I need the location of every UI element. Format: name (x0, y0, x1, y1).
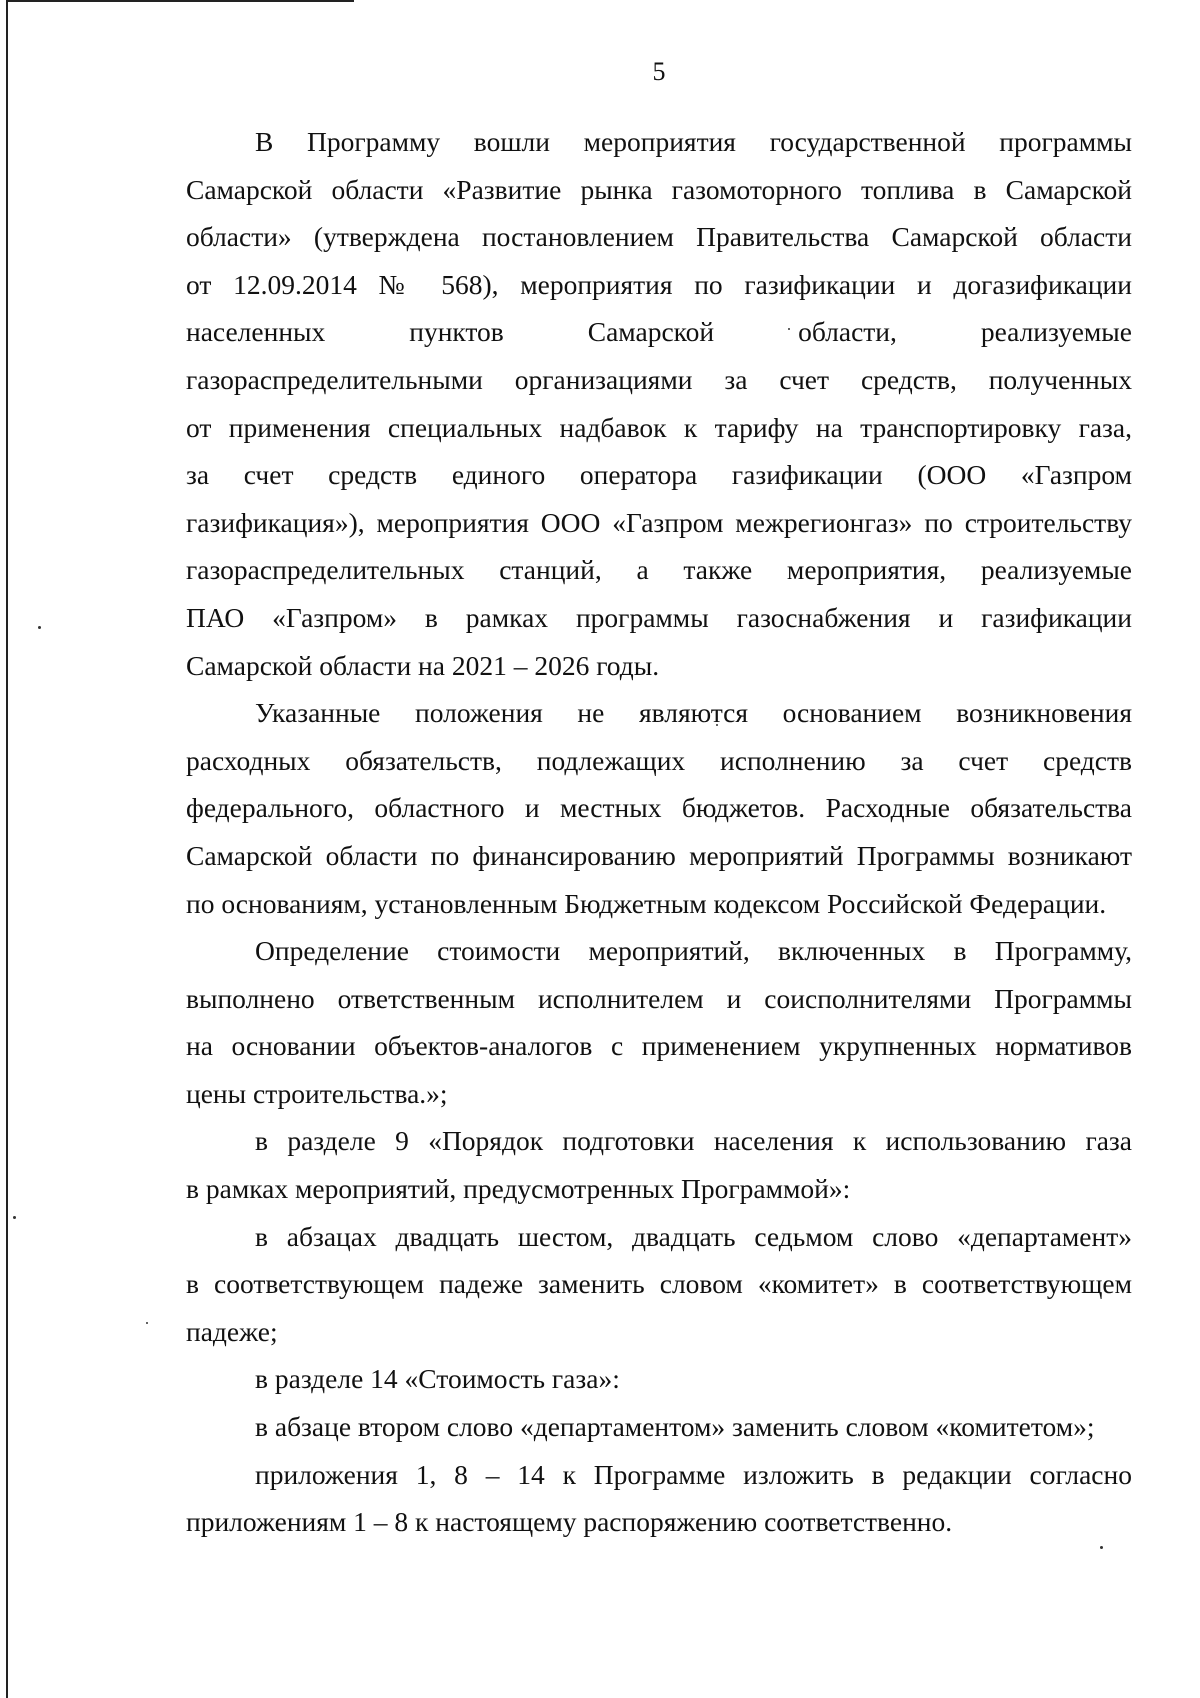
text-line: Указанные положения не являются основанием возникновения (255, 697, 1132, 729)
paragraph-p5 (186, 1213, 1132, 1356)
text-line: цены строительства.»; (186, 1077, 448, 1109)
text-line: падеже; (186, 1315, 278, 1347)
page-number: 5 (652, 57, 666, 86)
page-frame-left-border (6, 0, 8, 1698)
text-line: на основании объектов-аналогов с применением укрупненных нормативов (186, 1030, 1132, 1062)
text-line: газификация»), мероприятия ООО «Газпром межрегионгаз» по строительству (186, 506, 1132, 538)
text-line: газораспределительными организациями за счет средств, полученных (186, 363, 1132, 395)
paragraph-p8 (186, 1451, 1132, 1546)
text-line: приложения 1, 8 – 14 к Программе изложить в редакции согласно (255, 1458, 1132, 1490)
text-line: от 12.09.2014 № 568), мероприятия по газификации и догазификации (186, 268, 1132, 300)
paragraph-p7 (186, 1403, 1132, 1451)
text-line: федерального, областного и местных бюджетов. Расходные обязательства (186, 792, 1132, 824)
text-line: выполнено ответственным исполнителем и соисполнителями Программы (186, 982, 1132, 1014)
text-line: от применения специальных надбавок к тарифу на транспортировку газа, (186, 411, 1132, 443)
scan-speck (1100, 1546, 1103, 1549)
scan-speck (38, 626, 41, 629)
text-line: ПАО «Газпром» в рамках программы газоснабжения и газификации (186, 601, 1132, 633)
text-line: Самарской области по финансированию мероприятий Программы возникают (186, 839, 1132, 871)
paragraph-p3 (186, 927, 1132, 1117)
document-body (186, 118, 1132, 1546)
text-line: Самарской области на 2021 – 2026 годы. (186, 649, 660, 681)
scan-speck (13, 1216, 16, 1219)
text-line: населенных пунктов Самарской области, реализуемые (186, 316, 1132, 348)
text-line: расходных обязательств, подлежащих исполнению за счет средств (186, 744, 1132, 776)
text-line: в разделе 14 «Стоимость газа»: (255, 1363, 620, 1395)
text-line: по основаниям, установленным Бюджетным кодексом Российской Федерации. (186, 887, 1107, 919)
paragraph-p2 (186, 689, 1132, 927)
text-line: в абзаце втором слово «департаментом» заменить словом «комитетом»; (255, 1411, 1095, 1443)
paragraph-p1 (186, 118, 1132, 689)
text-line: Определение стоимости мероприятий, включенных в Программу, (255, 935, 1132, 967)
paragraph-p6 (186, 1355, 1132, 1403)
page-frame-top-border (6, 0, 354, 2)
text-line: области» (утверждена постановлением Правительства Самарской области (186, 221, 1132, 253)
paragraph-p4 (186, 1117, 1132, 1212)
text-line: в абзацах двадцать шестом, двадцать седьмом слово «департамент» (255, 1220, 1132, 1252)
text-line: за счет средств единого оператора газификации (ООО «Газпром (186, 459, 1132, 491)
text-line: газораспределительных станций, а также мероприятия, реализуемые (186, 554, 1132, 586)
text-line: В Программу вошли мероприятия государственной программы (255, 126, 1132, 157)
scan-speck (146, 1322, 148, 1324)
text-line: приложениям 1 – 8 к настоящему распоряжению соответственно. (186, 1506, 953, 1538)
text-line: в разделе 9 «Порядок подготовки населения к использованию газа (255, 1125, 1132, 1157)
text-line: в рамках мероприятий, предусмотренных Программой»: (186, 1173, 851, 1205)
text-line: Самарской области «Развитие рынка газомоторного топлива в Самарской (186, 173, 1132, 205)
text-line: в соответствующем падеже заменить словом «комитет» в соответствующем (186, 1268, 1132, 1300)
